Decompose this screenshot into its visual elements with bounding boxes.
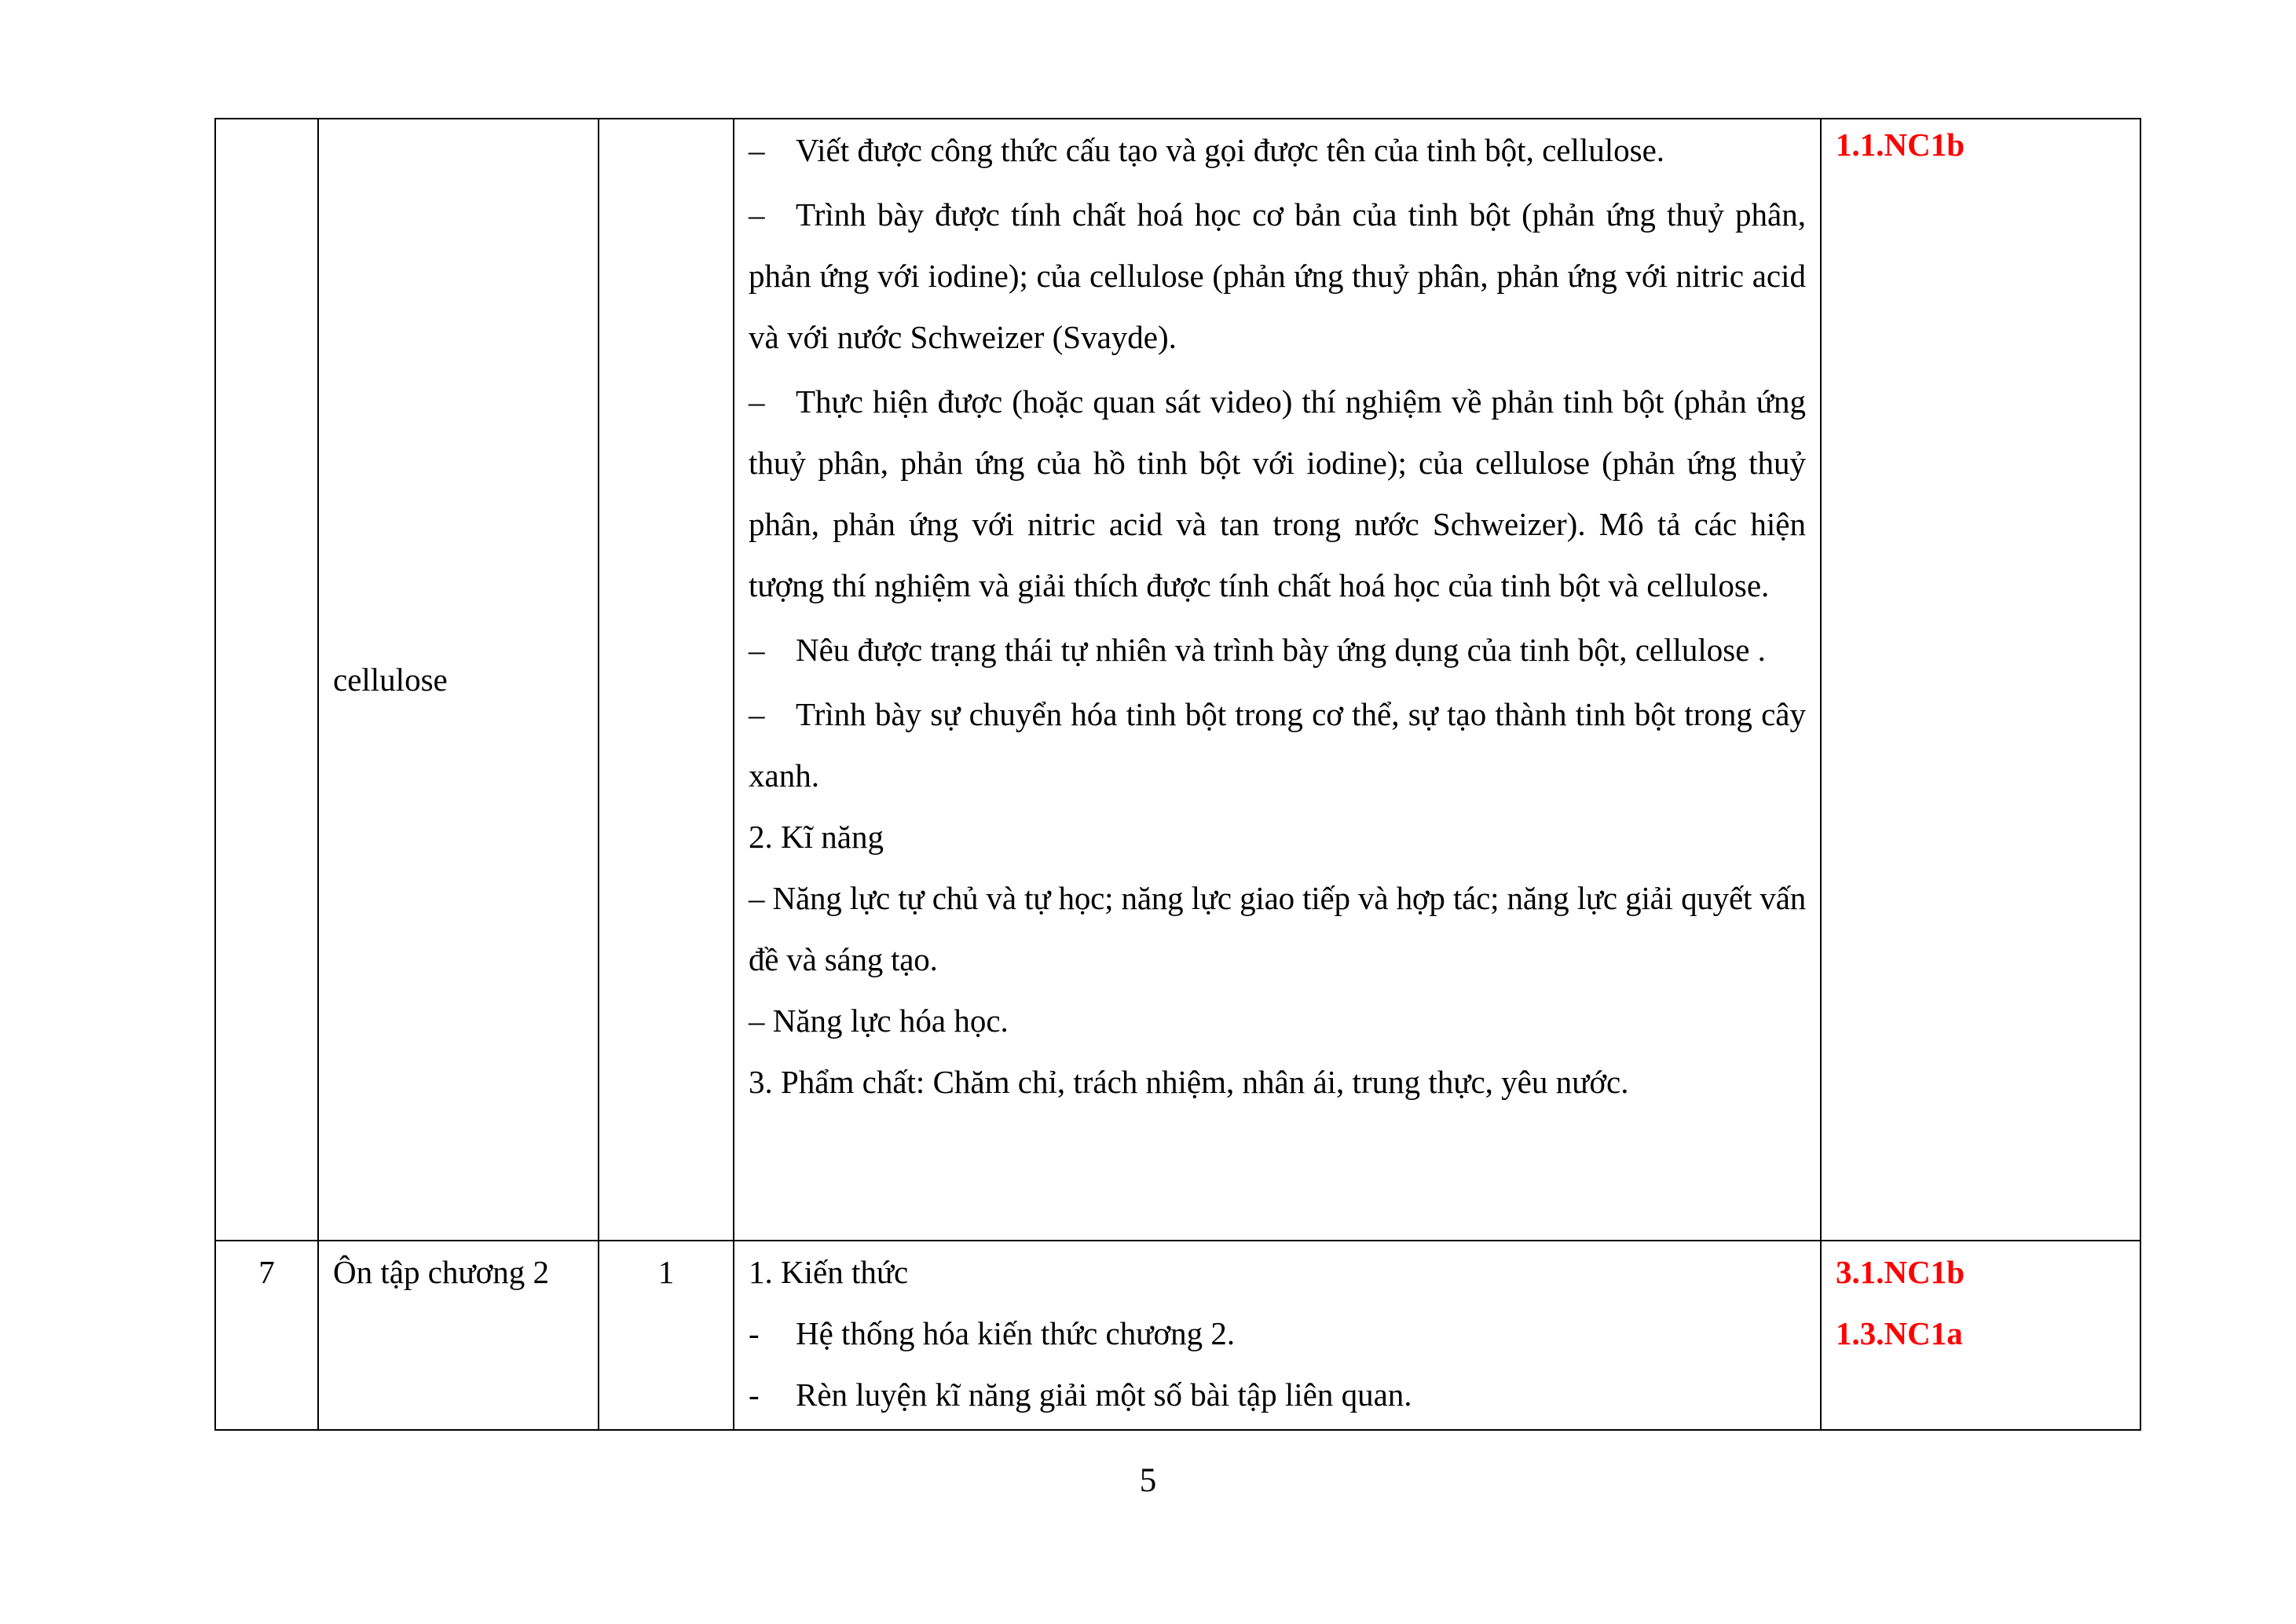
requirement-item [749,371,1806,616]
requirement-item [749,684,1806,806]
stt-cell [215,119,318,1241]
competency-code-cell [1821,119,2140,1241]
requirement-item [749,184,1806,368]
bullet-marker: – [749,632,765,668]
requirement-text: Nêu được trạng thái tự nhiên và trình bày ứng dụng của tinh bột, cellulose . [796,632,1766,668]
requirement-item: – Năng lực hóa học. [749,1003,1009,1039]
section-heading: 3. Phẩm chất: Chăm chỉ, trách nhiệm, nhân ái, trung thực, yêu nước. [749,1064,1629,1100]
periods-cell [599,119,734,1241]
lesson-name-cell: Ôn tập chương 2 [318,1241,599,1430]
requirement-item [749,619,1806,680]
periods-cell: 1 [599,1241,734,1430]
lesson-table [214,118,2141,1431]
lesson-name-cell: cellulose [318,119,599,1241]
bullet-marker: – [749,196,765,233]
requirement-item [749,119,1806,181]
bullet-marker: – [749,696,765,732]
bullet-marker: – [749,132,765,168]
requirement-text: Viết được công thức cấu tạo và gọi được tên của tinh bột, cellulose. [796,132,1665,168]
requirement-text: Trình bày được tính chất hoá học cơ bản của tinh bột (phản ứng thuỷ phân, phản ứng với iodine); của cellulose (phản ứng thuỷ phân, phản ứng với nitric acid và với nước Schweizer (Svayde). [749,196,1806,355]
bullet-marker: - [749,1377,760,1413]
requirements-cell [734,119,1821,1241]
page-number: 5 [1139,1462,1157,1499]
competency-code: 1.3.NC1a [1836,1315,1963,1351]
requirement-item: – Năng lực tự chủ và tự học; năng lực giao tiếp và hợp tác; năng lực giải quyết vấn đề và sáng tạo. [749,880,1806,977]
requirements-cell [734,1241,1821,1430]
bullet-marker: - [749,1315,760,1351]
section-heading: 1. Kiến thức [749,1254,909,1290]
competency-code: 1.1.NC1b [1836,126,1965,163]
requirement-text: Trình bày sự chuyển hóa tinh bột trong cơ thể, sự tạo thành tinh bột trong cây xanh. [749,696,1806,794]
stt-cell: 7 [215,1241,318,1430]
table-row [215,119,2140,1241]
bullet-marker: – [749,383,765,420]
competency-code-cell [1821,1241,2140,1430]
requirement-item [749,1364,1806,1425]
requirement-item [749,1303,1806,1364]
section-heading: 2. Kĩ năng [749,819,884,855]
requirement-text: Rèn luyện kĩ năng giải một số bài tập liên quan. [796,1377,1412,1413]
competency-code: 3.1.NC1b [1836,1254,1965,1290]
requirement-text: Hệ thống hóa kiến thức chương 2. [796,1315,1236,1351]
requirement-text: Thực hiện được (hoặc quan sát video) thí nghiệm về phản tinh bột (phản ứng thuỷ phân, phản ứng của hồ tinh bột với iodine); của cellulose (phản ứng thuỷ phân, phản ứng với nitric acid và tan trong nước Schweizer). Mô tả các hiện tượng thí nghiệm và giải thích được tính chất hoá học của tinh bột và cellulose. [749,383,1806,603]
table-row [215,1241,2140,1430]
